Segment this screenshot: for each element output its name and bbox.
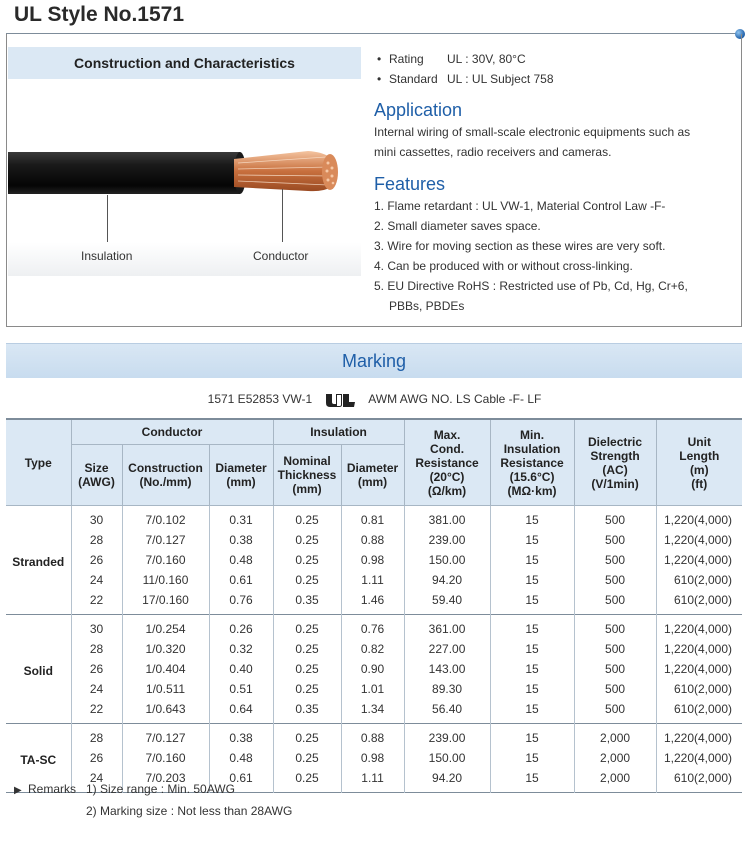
table-cell: 0.48 (209, 550, 273, 570)
table-cell: 26 (71, 748, 122, 768)
table-cell: 500 (574, 639, 656, 659)
table-cell: 0.25 (273, 659, 341, 679)
table-cell: 0.25 (273, 506, 341, 531)
table-cell: 30 (71, 615, 122, 640)
spec-standard: • Standard UL : UL Subject 758 (377, 72, 554, 86)
table-cell: 15 (490, 724, 574, 749)
table-cell: 0.25 (273, 550, 341, 570)
remark-item: 2) Marking size : Not less than 28AWG (86, 804, 293, 818)
table-cell: 22 (71, 699, 122, 724)
col-insulation-diameter: Diameter (mm) (341, 445, 404, 506)
table-cell: 15 (490, 615, 574, 640)
table-cell: 22 (71, 590, 122, 615)
table-cell: 0.40 (209, 659, 273, 679)
construction-heading: Construction and Characteristics (74, 55, 295, 71)
table-cell: 1,220(4,000) (656, 530, 742, 550)
col-unit-length: Unit Length (m) (ft) (656, 419, 742, 506)
table-cell: 0.25 (273, 724, 341, 749)
table-cell: 15 (490, 768, 574, 793)
table-row (6, 506, 742, 531)
table-cell: 361.00 (404, 615, 490, 640)
col-min-insulation-resistance: Min. Insulation Resistance (15.6°C) (MΩ·km) (490, 419, 574, 506)
table-cell: 0.98 (341, 748, 404, 768)
table-row (6, 530, 742, 550)
application-text: Internal wiring of small-scale electronic equipments such as mini cassettes, radio receivers and cameras. (374, 125, 691, 159)
table-row (6, 659, 742, 679)
table-cell: 26 (71, 550, 122, 570)
table-cell: 0.35 (273, 699, 341, 724)
conductor-pointer (282, 189, 283, 242)
table-cell: 239.00 (404, 724, 490, 749)
table-cell: 1,220(4,000) (656, 659, 742, 679)
table-cell: 0.61 (209, 570, 273, 590)
table-cell: 2,000 (574, 768, 656, 793)
table-cell: 15 (490, 570, 574, 590)
feature-item: 5. EU Directive RoHS : Restricted use of Pb, Cd, Hg, Cr+6, (374, 279, 688, 293)
table-cell: 0.51 (209, 679, 273, 699)
table-cell: 1.46 (341, 590, 404, 615)
table-cell: 15 (490, 590, 574, 615)
table-cell: 1/0.511 (122, 679, 209, 699)
table-cell: 1/0.254 (122, 615, 209, 640)
triangle-right-icon: ▶ (14, 785, 22, 796)
table-cell: 500 (574, 530, 656, 550)
table-cell: 150.00 (404, 748, 490, 768)
table-cell: 0.48 (209, 748, 273, 768)
table-cell: 1,220(4,000) (656, 724, 742, 749)
table-cell: 239.00 (404, 530, 490, 550)
table-cell: 0.25 (273, 768, 341, 793)
table-cell: 28 (71, 639, 122, 659)
remarks-label: Remarks (28, 782, 77, 796)
table-cell: 0.31 (209, 506, 273, 531)
table-group-stranded (6, 506, 742, 615)
remark-item: 1) Size range : Min. 50AWG (86, 782, 235, 796)
table-cell: 24 (71, 768, 122, 793)
table-row (6, 590, 742, 615)
table-cell: 24 (71, 570, 122, 590)
feature-item: 4. Can be produced with or without cross-linking. (374, 259, 633, 273)
marking-text-before: 1571 E52853 VW-1 (207, 392, 313, 406)
table-cell: 15 (490, 506, 574, 531)
table-cell: 0.25 (273, 639, 341, 659)
table-cell: 500 (574, 659, 656, 679)
table-cell: 610(2,000) (656, 590, 742, 615)
feature-item: 1. Flame retardant : UL VW-1, Material Control Law -F- (374, 199, 666, 213)
table-cell: 1,220(4,000) (656, 748, 742, 768)
spec-rating: • Rating UL : 30V, 80°C (377, 52, 526, 66)
ul-logo-icon (324, 392, 358, 408)
col-conductor: Conductor (71, 419, 273, 445)
features-heading: Features (374, 174, 446, 194)
table-cell: 94.20 (404, 768, 490, 793)
table-cell: 30 (71, 506, 122, 531)
table-cell: 1.11 (341, 570, 404, 590)
table-cell: 7/0.102 (122, 506, 209, 531)
table-cell: 1,220(4,000) (656, 506, 742, 531)
table-cell: 500 (574, 615, 656, 640)
table-cell: 7/0.160 (122, 550, 209, 570)
table-cell: 500 (574, 590, 656, 615)
col-type: Type (6, 419, 71, 506)
table-cell: 26 (71, 659, 122, 679)
table-cell: 15 (490, 748, 574, 768)
table-cell: 7/0.127 (122, 724, 209, 749)
table-cell: 0.25 (273, 748, 341, 768)
table-cell: 17/0.160 (122, 590, 209, 615)
table-cell: 7/0.127 (122, 530, 209, 550)
table-cell: 1,220(4,000) (656, 615, 742, 640)
table-row (6, 615, 742, 640)
col-construction: Construction (No./mm) (122, 445, 209, 506)
table-cell: 1.34 (341, 699, 404, 724)
feature-item: PBBs, PBDEs (389, 299, 465, 313)
table-row (6, 679, 742, 699)
table-row (6, 748, 742, 768)
table-cell: 15 (490, 550, 574, 570)
table-cell: 0.61 (209, 768, 273, 793)
table-cell: 1/0.320 (122, 639, 209, 659)
table-cell: 0.82 (341, 639, 404, 659)
table-row (6, 699, 742, 724)
table-cell: 610(2,000) (656, 699, 742, 724)
table-cell: 89.30 (404, 679, 490, 699)
table-cell: 56.40 (404, 699, 490, 724)
table-cell: 500 (574, 699, 656, 724)
table-cell: 15 (490, 530, 574, 550)
table-cell: 15 (490, 659, 574, 679)
conductor-label: Conductor (253, 249, 309, 263)
marking-heading: Marking (6, 343, 742, 378)
table-cell: 24 (71, 679, 122, 699)
table-cell: 500 (574, 570, 656, 590)
table-cell: 0.25 (273, 615, 341, 640)
table-cell: 0.25 (273, 679, 341, 699)
table-cell: 150.00 (404, 550, 490, 570)
table-cell: 0.98 (341, 550, 404, 570)
feature-item: 3. Wire for moving section as these wires are very soft. (374, 239, 666, 253)
table-cell: 15 (490, 699, 574, 724)
table-cell: 1,220(4,000) (656, 550, 742, 570)
col-conductor-diameter: Diameter (mm) (209, 445, 273, 506)
table-cell: 15 (490, 639, 574, 659)
table-cell: 0.25 (273, 570, 341, 590)
table-cell: 59.40 (404, 590, 490, 615)
table-cell: 0.90 (341, 659, 404, 679)
table-cell: 2,000 (574, 724, 656, 749)
table-cell: 0.35 (273, 590, 341, 615)
table-cell: 0.32 (209, 639, 273, 659)
table-cell: 1.11 (341, 768, 404, 793)
page-title: UL Style No.1571 (14, 3, 185, 26)
remarks (14, 779, 292, 821)
table-cell: 94.20 (404, 570, 490, 590)
table-cell: 0.64 (209, 699, 273, 724)
table-cell: 0.81 (341, 506, 404, 531)
col-insulation: Insulation (273, 419, 404, 445)
construction-panel (8, 47, 361, 276)
table-cell: 500 (574, 550, 656, 570)
table-cell: 0.76 (209, 590, 273, 615)
table-cell: 0.88 (341, 530, 404, 550)
application-heading: Application (374, 100, 463, 120)
insulation-pointer (107, 195, 108, 242)
col-dielectric-strength: Dielectric Strength (AC) (V/1min) (574, 419, 656, 506)
marking-text-after: AWM AWG NO. LS Cable -F- LF (368, 392, 542, 406)
table-cell: 7/0.203 (122, 768, 209, 793)
table-row (6, 550, 742, 570)
spec-table (6, 418, 742, 793)
table-cell: 0.38 (209, 724, 273, 749)
table-row (6, 724, 742, 749)
table-cell: 610(2,000) (656, 768, 742, 793)
table-cell: 1/0.404 (122, 659, 209, 679)
features-list (374, 196, 688, 316)
marking-text (0, 391, 749, 407)
cable-illustration (8, 147, 361, 207)
table-cell: 11/0.160 (122, 570, 209, 590)
insulation-shape (8, 152, 240, 194)
table-cell: 2,000 (574, 748, 656, 768)
table-cell: 0.26 (209, 615, 273, 640)
col-max-cond-resistance: Max. Cond. Resistance (20°C) (Ω/km) (404, 419, 490, 506)
feature-item: 2. Small diameter saves space. (374, 219, 541, 233)
type-cell: TA-SC (20, 753, 57, 767)
table-group-solid (6, 615, 742, 724)
table-cell: 1.01 (341, 679, 404, 699)
type-cell: Stranded (12, 555, 65, 569)
spec-list (377, 49, 554, 89)
col-size: Size (AWG) (71, 445, 122, 506)
table-cell: 0.38 (209, 530, 273, 550)
table-cell: 28 (71, 724, 122, 749)
table-cell: 15 (490, 679, 574, 699)
table-cell: 610(2,000) (656, 679, 742, 699)
table-row (6, 570, 742, 590)
table-cell: 143.00 (404, 659, 490, 679)
table-cell: 227.00 (404, 639, 490, 659)
table-cell: 381.00 (404, 506, 490, 531)
insulation-label: Insulation (81, 249, 133, 263)
table-cell: 0.76 (341, 615, 404, 640)
table-cell: 1/0.643 (122, 699, 209, 724)
table-cell: 610(2,000) (656, 570, 742, 590)
table-cell: 500 (574, 679, 656, 699)
table-cell: 28 (71, 530, 122, 550)
table-cell: 0.88 (341, 724, 404, 749)
table-cell: 500 (574, 506, 656, 531)
table-cell: 7/0.160 (122, 748, 209, 768)
col-nominal-thickness: Nominal Thickness (mm) (273, 445, 341, 506)
table-cell: 1,220(4,000) (656, 639, 742, 659)
table-cell: 0.25 (273, 530, 341, 550)
type-cell: Solid (23, 664, 53, 678)
table-row (6, 639, 742, 659)
